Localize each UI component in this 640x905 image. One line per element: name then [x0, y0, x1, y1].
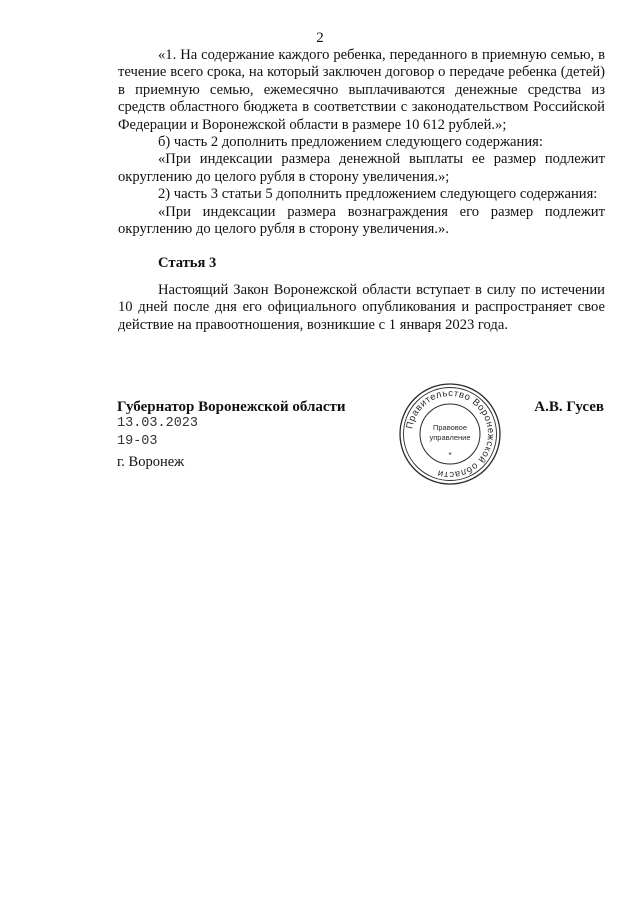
page-number: 2: [316, 30, 324, 46]
official-seal-stamp: [398, 382, 502, 486]
seal-ring-text: Правительство Воронежской области: [404, 387, 497, 481]
signatory-name: А.В. Гусев: [534, 399, 604, 415]
signing-city: г. Воронеж: [117, 454, 185, 470]
paragraph-effective-date: Настоящий Закон Воронежской области вступает в силу по истечении 10 дней после дня его официального опубликования и распространяет свое действие на правоотношения, возникшие с 1 января 2023 года.: [118, 281, 605, 333]
paragraph-item-2: 2) часть 3 статьи 5 дополнить предложением следующего содержания:: [158, 186, 598, 203]
paragraph-quote-3: «При индексации размера вознаграждения его размер подлежит округлению до целого рубля в сторону увеличения.».: [118, 203, 605, 238]
article-3-heading: Статья 3: [158, 255, 217, 272]
paragraph-quote-1: «1. На содержание каждого ребенка, переданного в приемную семью, в течение всего срока, на который заключен договор о передаче ребенка (детей) в приемную семью, ежемесячно выплачиваются денежные средства из средств областного бюджета в соответствии с законодательством Российской Федерации и Воронежской области в размере 10 612 рублей.»;: [118, 47, 605, 133]
document-body: [118, 47, 605, 334]
paragraph-quote-2: «При индексации размера денежной выплаты ее размер подлежит округлению до целого рубля в сторону увеличения.»;: [118, 151, 605, 185]
law-number: 19-03: [117, 434, 158, 449]
seal-center-line-2: управление: [429, 433, 471, 442]
signatory-title: Губернатор Воронежской области: [117, 399, 346, 415]
signing-date: 13.03.2023: [117, 416, 199, 431]
seal-star-icon: *: [448, 451, 452, 460]
paragraph-item-b: б) часть 2 дополнить предложением следующего содержания:: [158, 134, 543, 151]
seal-center-line-1: Правовое: [432, 423, 468, 432]
